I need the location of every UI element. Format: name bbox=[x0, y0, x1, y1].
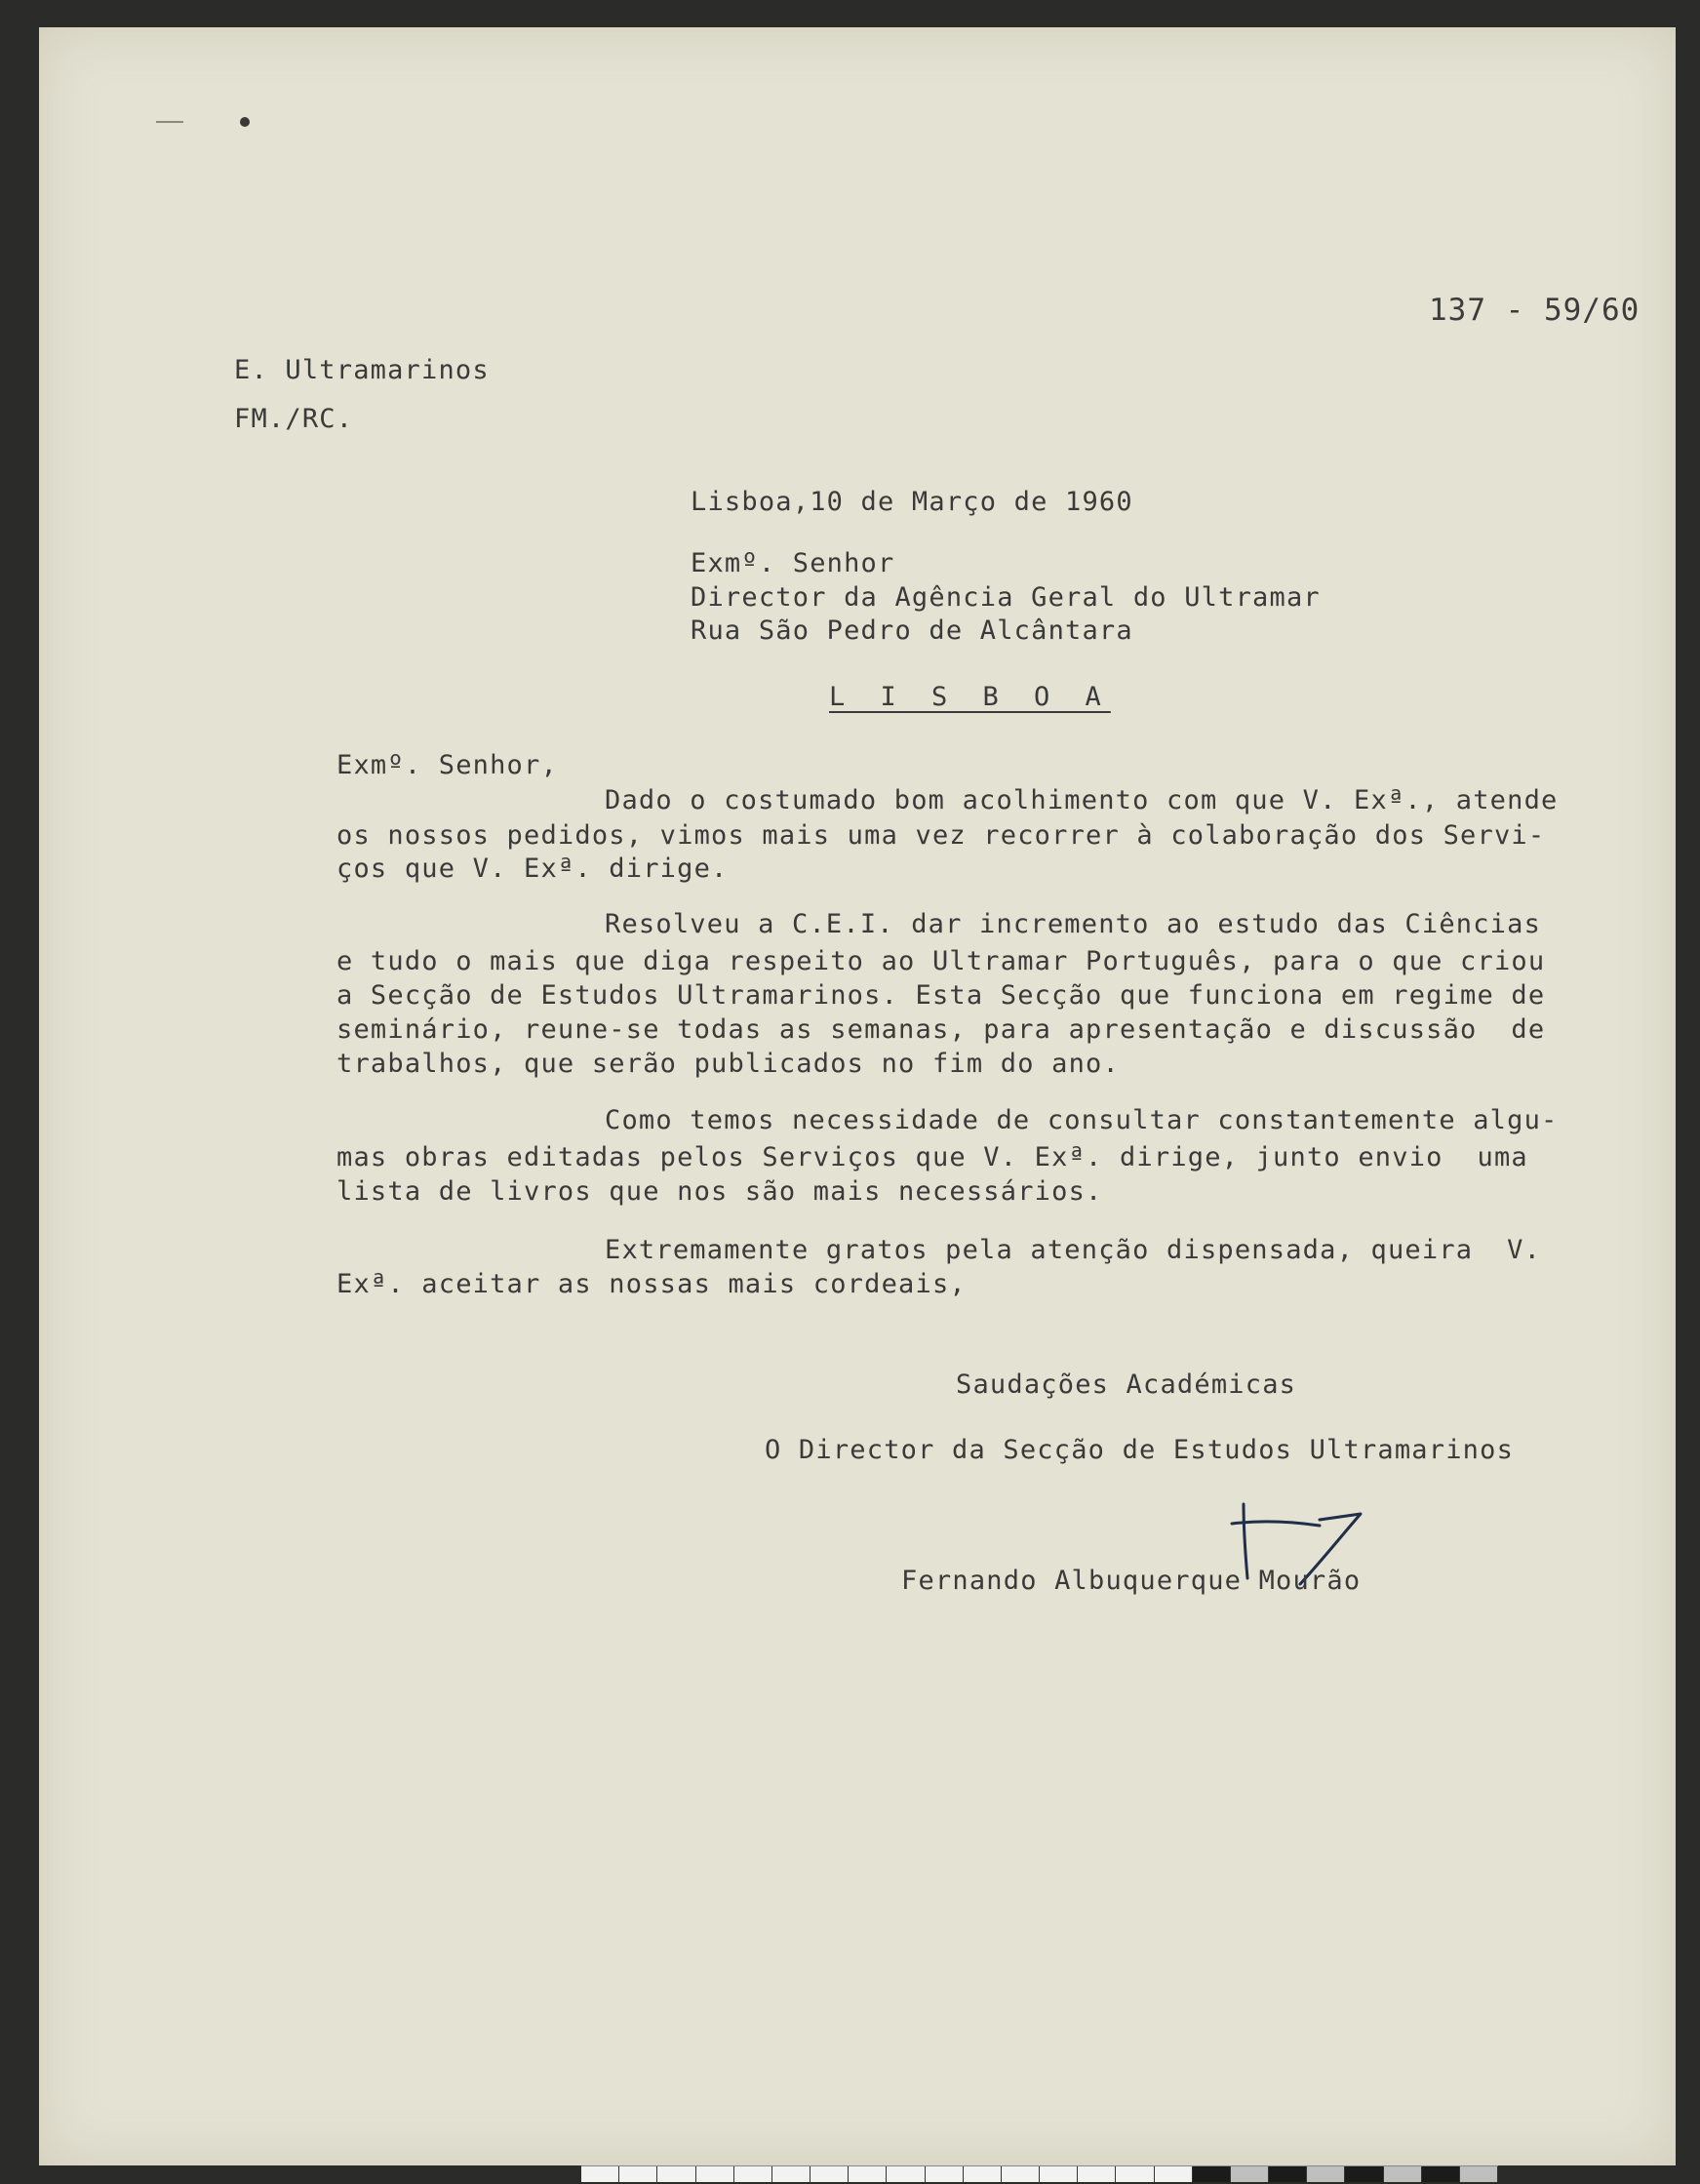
paragraph-1-body: os nossos pedidos, vimos mais uma vez recorrer à colaboração dos Servi- ços que V. Exª. dirige. bbox=[336, 820, 1546, 884]
ruler-cell bbox=[887, 2166, 925, 2182]
paragraph-1-first-line: Dado o costumado bom acolhimento com que V. Exª., atende bbox=[605, 785, 1559, 815]
ruler-cell bbox=[1040, 2166, 1078, 2182]
header-department: E. Ultramarinos bbox=[234, 355, 490, 385]
pencil-mark bbox=[156, 121, 183, 123]
scale-ruler bbox=[581, 2165, 1498, 2182]
ruler-cell bbox=[657, 2166, 695, 2182]
ruler-cell bbox=[926, 2166, 964, 2182]
ruler-cell bbox=[1078, 2166, 1116, 2182]
ruler-cell bbox=[619, 2166, 657, 2182]
paragraph-2-body: e tudo o mais que diga respeito ao Ultramar Português, para o que criou a Secção de Estudos Ultramarinos. Esta Secção que funciona em regime de seminário, reune-se todas as semanas, para apresentação e discussão de trabalhos, que serão publicados no fim do ano. bbox=[336, 946, 1546, 1079]
ruler-cell bbox=[1155, 2166, 1193, 2182]
ruler-cell bbox=[734, 2166, 772, 2182]
ruler-cell bbox=[772, 2166, 810, 2182]
ruler-cell bbox=[964, 2166, 1002, 2182]
paragraph-3-first-line: Como temos necessidade de consultar constantemente algu- bbox=[605, 1105, 1559, 1135]
paragraph-4-first-line: Extremamente gratos pela atenção dispensada, queira V. bbox=[605, 1235, 1542, 1265]
ruler-cell bbox=[810, 2166, 849, 2182]
recipient-city: L I S B O A bbox=[829, 682, 1111, 712]
opening-salutation: Exmº. Senhor, bbox=[336, 750, 558, 780]
date-line: Lisboa,10 de Março de 1960 bbox=[691, 487, 1133, 517]
ruler-cell bbox=[849, 2166, 887, 2182]
ruler-cell-dark bbox=[1422, 2166, 1460, 2182]
ruler-cell bbox=[1002, 2166, 1040, 2182]
paragraph-3-body: mas obras editadas pelos Serviços que V. Exª. dirige, junto envio uma lista de livros que nos são mais necessários. bbox=[336, 1142, 1528, 1207]
closing-title: O Director da Secção de Estudos Ultramarinos bbox=[765, 1435, 1515, 1465]
ink-mark bbox=[240, 117, 250, 127]
ruler-cell-grey bbox=[1231, 2166, 1269, 2182]
closing-greeting: Saudações Académicas bbox=[956, 1370, 1297, 1400]
header-initials: FM./RC. bbox=[234, 404, 354, 434]
reference-number: 137 - 59/60 bbox=[1429, 293, 1641, 328]
paragraph-4-body: Exª. aceitar as nossas mais cordeais, bbox=[336, 1269, 967, 1299]
paragraph-2-first-line: Resolveu a C.E.I. dar incremento ao estudo das Ciências bbox=[605, 909, 1542, 939]
ruler-cell bbox=[696, 2166, 734, 2182]
closing-signatory-name: Fernando Albuquerque Mourão bbox=[901, 1566, 1362, 1596]
ruler-cell bbox=[581, 2166, 619, 2182]
ruler-cell bbox=[1116, 2166, 1154, 2182]
ruler-cell-dark bbox=[1193, 2166, 1231, 2182]
ruler-cell-grey bbox=[1307, 2166, 1345, 2182]
recipient-position: Director da Agência Geral do Ultramar bbox=[691, 582, 1321, 613]
letter-page bbox=[39, 27, 1676, 2165]
ruler-cell-grey bbox=[1460, 2166, 1498, 2182]
recipient-street: Rua São Pedro de Alcântara bbox=[691, 615, 1133, 646]
recipient-salutation-title: Exmº. Senhor bbox=[691, 548, 895, 578]
ruler-cell-dark bbox=[1269, 2166, 1307, 2182]
ruler-cell-dark bbox=[1345, 2166, 1383, 2182]
ruler-cell-grey bbox=[1384, 2166, 1422, 2182]
